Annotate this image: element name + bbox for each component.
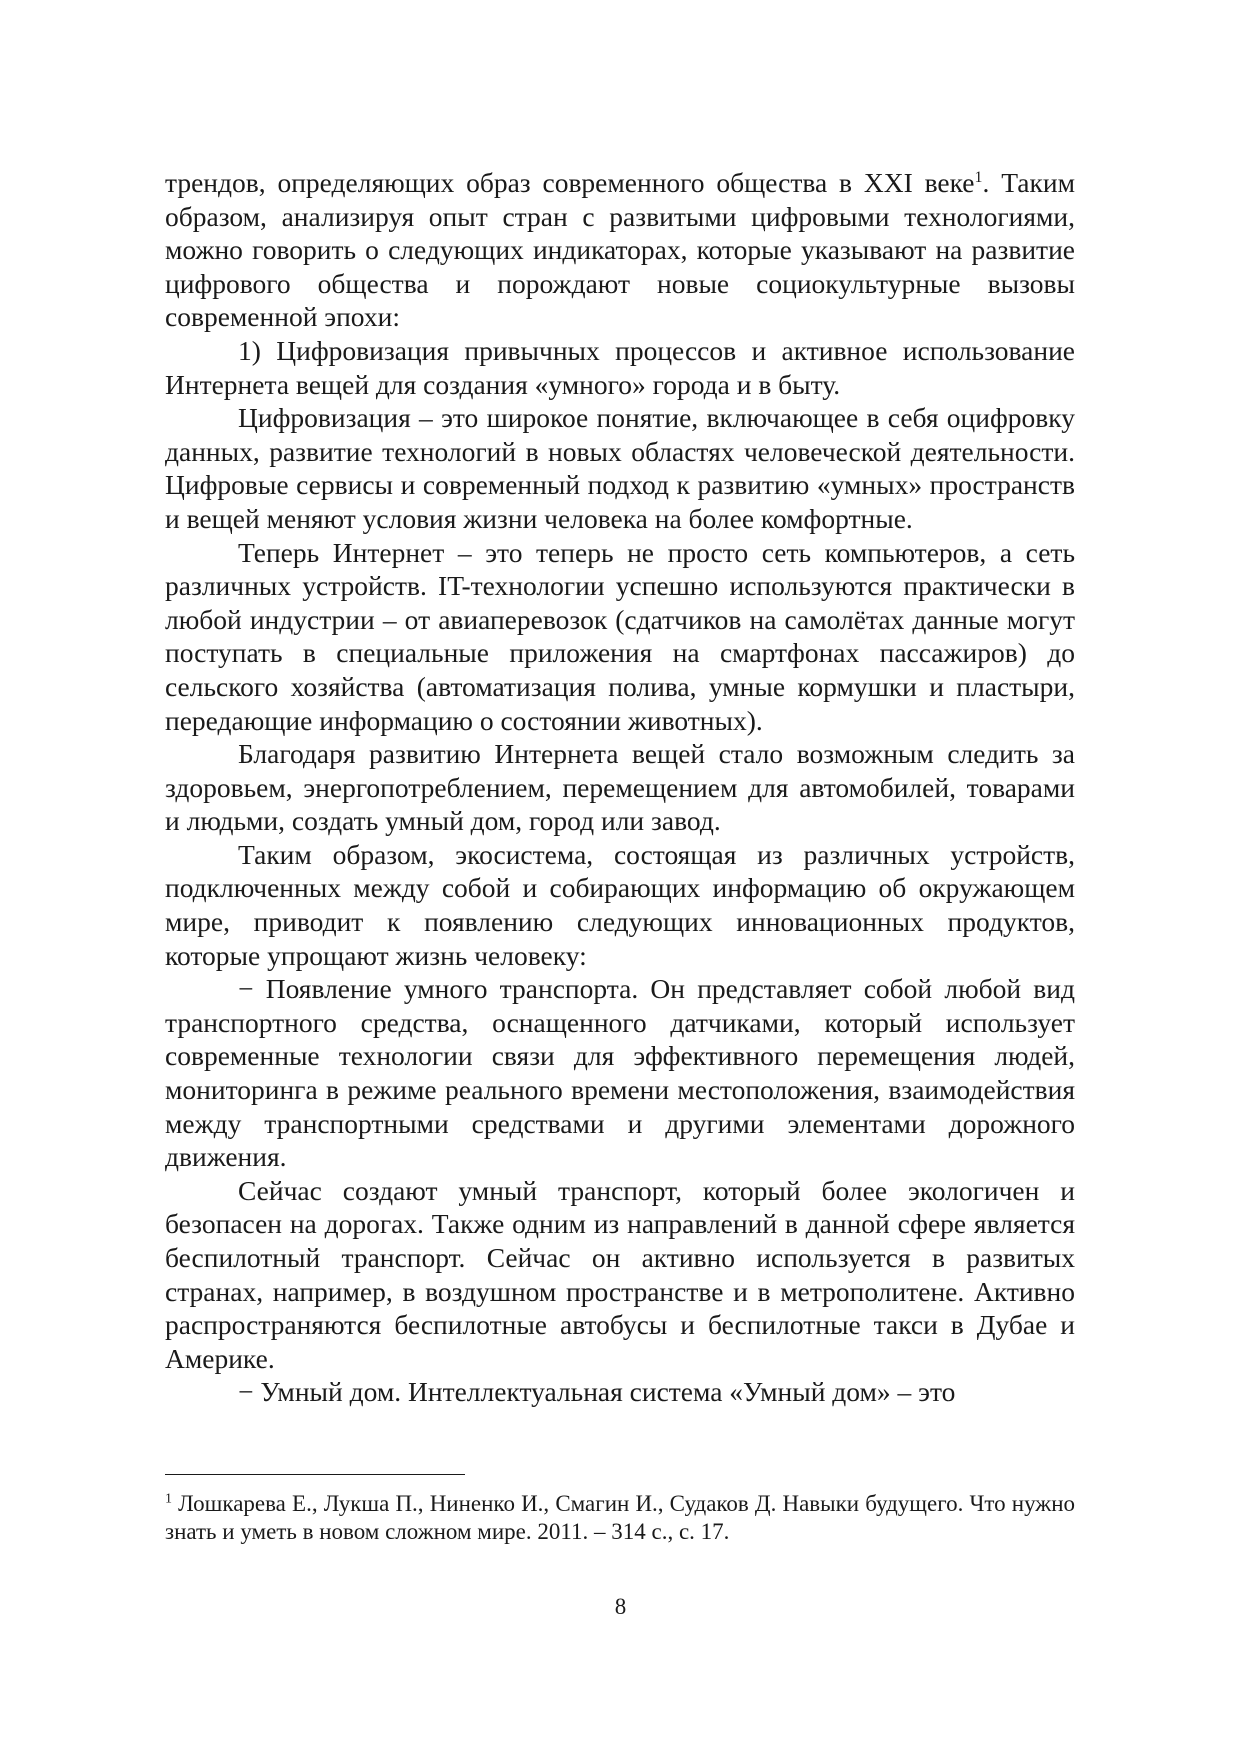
footnote [165,1490,1075,1546]
footnote-separator [165,1474,465,1475]
paragraph [165,166,1075,334]
paragraph: Таким образом, экосистема, состоящая из различных устройств, подключенных между собой и собирающих информацию об окружающем мире, приводит к появлению следующих инновационных продуктов, которые упрощают жизнь человеку: [165,838,1075,971]
paragraph: Цифровизация – это широкое понятие, включающее в себя оцифровку данных, развитие технологий в новых областях человеческой деятельности. Цифровые сервисы и современный подход к развитию «умных» пространств и вещей меняют условия жизни человека на более комфортные. [165,402,1075,534]
footnote-reference: 1 [974,168,983,186]
footnote-marker: 1 [165,1491,172,1507]
paragraph: 1) Цифровизация привычных процессов и активное использование Интернета вещей для создания «умного» города и в быту. [165,334,1075,400]
footnote-text: Лошкарева Е., Лукша П., Нинeнко И., Смагин И., Судаков Д. Навыки будущего. Что нужно знать и уметь в новом сложном мире. 2011. – 314 с., с. 17. [165,1491,1076,1544]
paragraph-text: трендов, определяющих образ современного общества в XXI веке [165,167,975,198]
paragraph: Теперь Интернет – это теперь не просто сеть компьютеров, а сеть различных устройств. IT-технологии успешно используются практически в любой индустрии – от авиаперевозок (сдатчиков на самолётах данные могут поступать в специальные приложения на смартфонах пассажиров) до сельского хозяйства (автоматизация полива, умные кормушки и пластыри, передающие информацию о состоянии животных). [165,536,1075,736]
paragraph: Благодаря развитию Интернета вещей стало возможным следить за здоровьем, энергопотреблением, перемещением для автомобилей, товарами и людьми, создать умный дом, город или завод. [165,738,1075,837]
paragraph: − Появление умного транспорта. Он представляет собой любой вид транспортного средства, оснащенного датчиками, который использует современные технологии связи для эффективного перемещения людей, мониторинга в режиме реального времени местоположения, взаимодействия между транспортными средствами и другими элементами дорожного движения. [165,973,1075,1173]
paragraph: Сейчас создают умный транспорт, который более экологичен и безопасен на дорогах. Также одним из направлений в данной сфере является беспилотный транспорт. Сейчас он активно используется в развитых странах, например, в воздушном пространстве и в метрополитене. Активно распространяются беспилотные автобусы и беспилотные такси в Дубае и Америке. [165,1174,1075,1374]
paragraph-text: . Таким образом, анализируя опыт стран с развитыми цифровыми технологиями, можно говорить о следующих индикаторах, которые указывают на развитие цифрового общества и порождают новые социокультурные вызовы современной эпохи: [165,167,1075,333]
page-body [165,166,1075,1409]
paragraph: − Умный дом. Интеллектуальная система «Умный дом» – это [238,1376,956,1408]
page-number: 8 [614,1594,627,1619]
